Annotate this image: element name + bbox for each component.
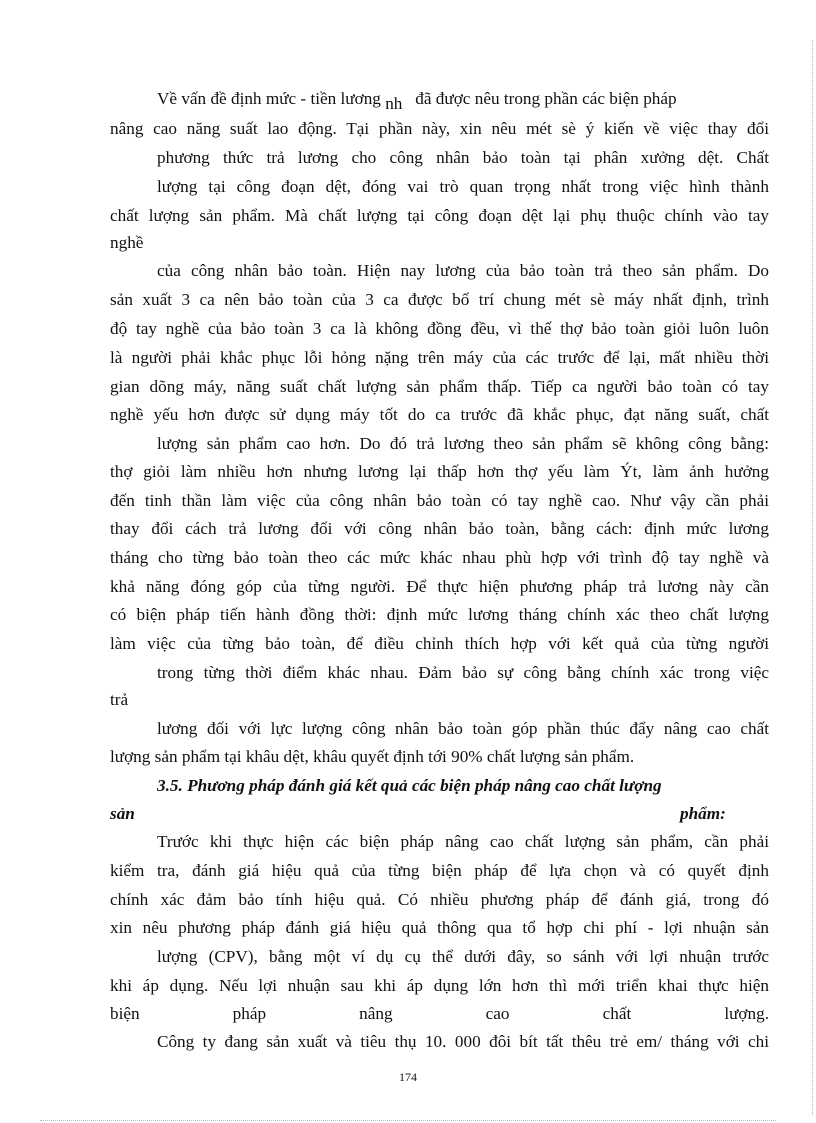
- text-line: khi áp dụng. Nếu lợi nhuận sau khi áp dụng lớn hơn thì mới triển khai thực hiện: [110, 976, 769, 995]
- section-heading-word: phẩm:: [680, 804, 726, 823]
- page-number: 174: [399, 1070, 417, 1084]
- text-line: lượng sản phẩm tại khâu dệt, khâu quyết định tới 90% chất lượng sản phẩm.: [110, 747, 635, 766]
- text-line: nghề yếu hơn được sử dụng máy tốt do ca trước đã khắc phục, đạt năng suất, chất: [110, 405, 769, 424]
- page-edge-bottom: [40, 1120, 776, 1121]
- text-line: Về vấn đề định mức - tiền lương nh đã được nêu trong phần các biện pháp: [157, 89, 677, 113]
- text-line: là người phải khắc phục lỗi hỏng nặng trên máy của các trước để lại, mất nhiều thời: [110, 348, 769, 367]
- text-line: chính xác đảm bảo tính hiệu quả. Có nhiều phương pháp để đánh giá, trong đó: [110, 890, 769, 909]
- text-line: trả: [110, 690, 129, 709]
- text-line: khả năng đóng góp của từng người. Để thực hiện phương pháp trả lương này cần: [110, 577, 769, 596]
- text-line: lương đối với lực lượng công nhân bảo toàn góp phần thúc đẩy nâng cao chất: [157, 719, 769, 738]
- text-line: làm việc của từng bảo toàn, để điều chỉnh thích hợp với kết quả của từng người: [110, 634, 769, 653]
- text-line: của công nhân bảo toàn. Hiện nay lương của bảo toàn trả theo sản phẩm. Do: [157, 261, 769, 280]
- text-line: lượng tại công đoạn dệt, đóng vai trò quan trọng nhất trong việc hình thành: [157, 177, 769, 196]
- text-line: nghề: [110, 233, 144, 252]
- text-line: Công ty đang sản xuất và tiêu thụ 10. 000 đôi bít tất thêu trẻ em/ tháng với chi: [157, 1032, 769, 1051]
- text-line: phương thức trả lương cho công nhân bảo toàn tại phân xưởng dệt. Chất: [157, 148, 769, 167]
- text-line: sản xuất 3 ca nên bảo toàn của 3 ca được bố trí chung mét sè máy nhất định, trình: [110, 290, 769, 309]
- text-line: đến tinh thần làm việc của công nhân bảo toàn có tay nghề cao. Như vậy cần phải: [110, 491, 769, 510]
- text-line: lượng sản phẩm cao hơn. Do đó trả lương theo sản phẩm sẽ không công bằng:: [157, 434, 769, 453]
- text-line: có biện pháp tiến hành đồng thời: định mức lương tháng chính xác theo chất lượng: [110, 605, 769, 624]
- text-line: thợ giỏi làm nhiều hơn nhưng lương lại thấp hơn thợ yếu làm Ýt, làm ảnh hưởng: [110, 462, 769, 481]
- text-line: độ tay nghề của bảo toàn 3 ca là không đồng đều, vì thế thợ bảo toàn giỏi luôn luôn: [110, 319, 769, 338]
- section-heading-word: sản: [110, 804, 135, 823]
- text-line: nâng cao năng suất lao động. Tại phần này, xin nêu mét sè ý kiến về việc thay đổi: [110, 119, 769, 138]
- text-line: xin nêu phương pháp đánh giá hiệu quả thông qua tổ hợp chi phí - lợi nhuận sản: [110, 918, 769, 937]
- text-line: thay đổi cách trả lương đối với công nhân bảo toàn, bằng cách: định mức lương: [110, 519, 769, 538]
- text-line: lượng (CPV), bằng một ví dụ cụ thể dưới đây, so sánh với lợi nhuận trước: [157, 947, 769, 966]
- text-line: chất lượng sản phẩm. Mà chất lượng tại công đoạn dệt lại phụ thuộc chính vào tay: [110, 206, 769, 225]
- text-line: kiểm tra, đánh giá hiệu quả của từng biện pháp để lựa chọn và có quyết định: [110, 861, 769, 880]
- subscript-fragment: nh: [385, 94, 403, 113]
- page-edge-right: [812, 40, 813, 1115]
- text-line: tháng cho từng bảo toàn theo các mức khác nhau phù hợp với trình độ tay nghề và: [110, 548, 769, 567]
- text-line: biện pháp nâng cao chất lượng.: [110, 1004, 769, 1023]
- section-heading: 3.5. Phương pháp đánh giá kết quả các biện pháp nâng cao chất lượng: [157, 776, 662, 795]
- text-line: gian dõng máy, năng suất chất lượng sản phẩm thấp. Tiếp ca người bảo toàn có tay: [110, 377, 769, 396]
- text-line: Trước khi thực hiện các biện pháp nâng cao chất lượng sản phẩm, cần phải: [157, 832, 769, 851]
- text-line: trong từng thời điểm khác nhau. Đảm bảo sự công bằng chính xác trong việc: [157, 663, 769, 682]
